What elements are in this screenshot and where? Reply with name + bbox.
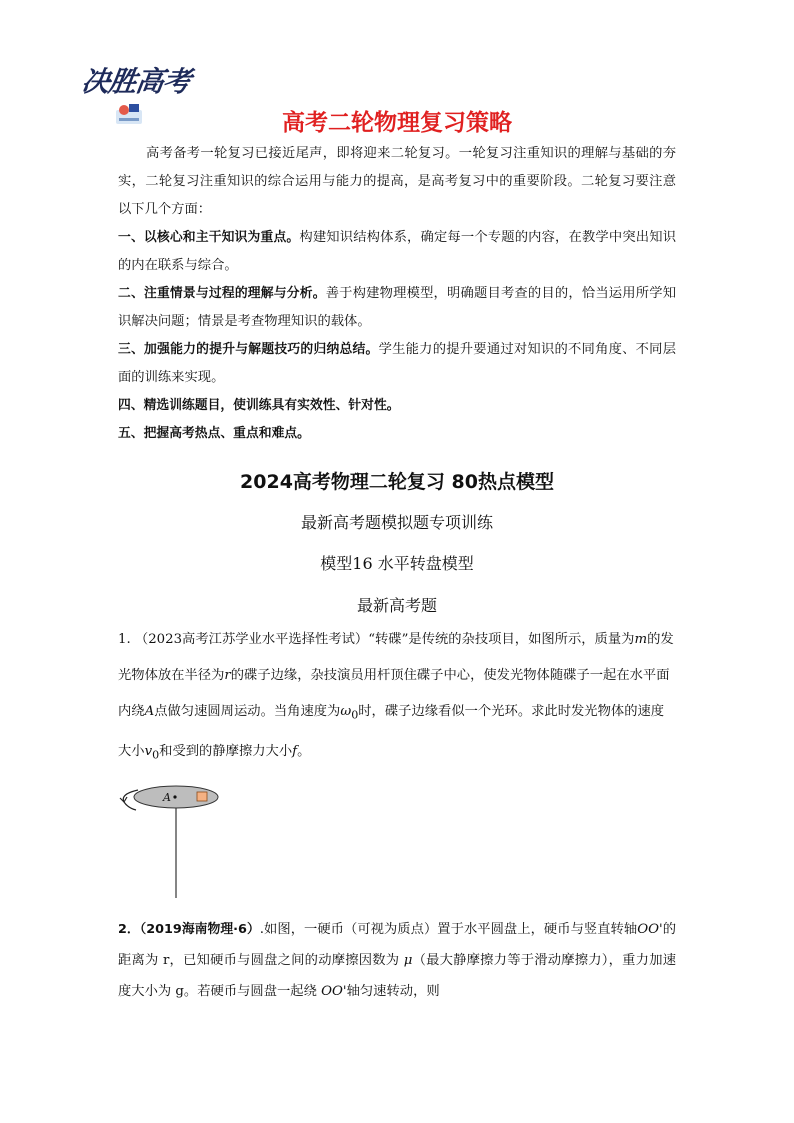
glowing-object	[197, 792, 207, 801]
point-1-text: 构建知识结构体系，确定每一个专题的内容，在教学中突出知识的内在联系与综合。	[118, 230, 677, 273]
page-title: 高考二轮物理复习策略	[282, 110, 512, 136]
subsection-title: 最新高考题	[356, 596, 437, 615]
point-2	[118, 280, 676, 336]
point-5	[118, 420, 676, 448]
model-title: 模型16 水平转盘模型	[320, 554, 474, 573]
point-3	[118, 336, 676, 392]
point-5-text: 五、把握高考热点、重点和难点。	[118, 426, 310, 441]
question-2	[118, 914, 676, 1007]
point-4-bold: 四、精选训练题目，使训练具有实效性、针对性。	[118, 398, 400, 413]
point-1-bold: 一、以核心和主干知识为重点。	[118, 230, 300, 245]
point-4	[118, 392, 676, 420]
section-subtitle: 最新高考题模拟题专项训练	[300, 513, 493, 532]
question-1	[118, 622, 676, 773]
logo-text: 决胜高考	[79, 65, 193, 98]
question-1-text: 1. （2023高考江苏学业水平选择性考试）“转碟”是传统的杂技项目，如图所示，质量为m的发光物体放在半径为r的碟子边缘，杂技演员用杆顶住碟子中心，使发光物体随碟子一起在水平面内绕A点做匀速圆周运动。当角速度为$\omega_0$时，碟子边缘看似一个光环。求此时发光物体的速度大小$v_0$和受到的静摩擦力大小f。	[118, 632, 674, 762]
point-1	[118, 224, 676, 280]
point-a-label: A	[163, 791, 171, 804]
spinning-plate-figure	[116, 780, 226, 900]
intro-paragraph: 高考备考一轮复习已接近尾声，即将迎来二轮复习。一轮复习注重知识的理解与基础的夯实，二轮复习注重知识的综合运用与能力的提高，是高考复习中的重要阶段。二轮复习要注意以下几个方面：	[118, 146, 676, 217]
point-3-bold: 三、加强能力的提升与解题技巧的归纳总结。	[118, 342, 379, 357]
section-title: 2024高考物理二轮复习 80热点模型	[240, 471, 554, 493]
point-2-text: 善于构建物理模型，明确题目考查的目的，恰当运用所学知识解决问题；情景是考查物理知识的载体。	[118, 286, 677, 329]
intro-section	[118, 140, 676, 448]
point-3-text: 学生能力的提升要通过对知识的不同角度、不同层面的训练来实现。	[118, 342, 677, 385]
question-2-text: 2．（2019海南物理·6）.如图，一硬币（可视为质点）置于水平圆盘上，硬币与竖直转轴OO'的距离为 r，已知硬币与圆盘之间的动摩擦因数为 μ（最大静摩擦力等于滑动摩擦力），重力加速度大小为 g。若硬币与圆盘一起绕 OO'轴匀速转动，则	[118, 922, 677, 999]
point-2-bold: 二、注重情景与过程的理解与分析。	[118, 286, 326, 301]
point-a-dot	[173, 795, 176, 798]
